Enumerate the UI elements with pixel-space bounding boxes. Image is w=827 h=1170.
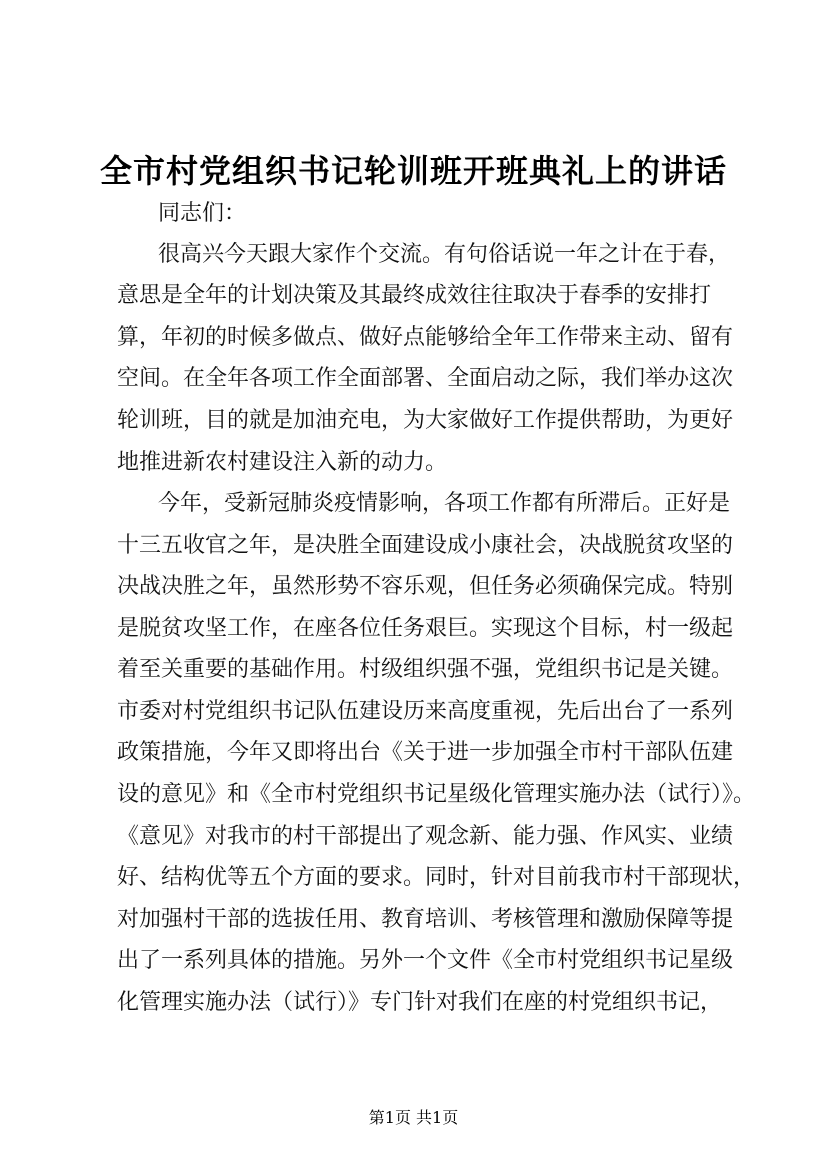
paragraph-line: 市委对村党组织书记队伍建设历来高度重视，先后出台了一系列	[117, 699, 734, 724]
paragraph-line: 很高兴今天跟大家作个交流。有句俗话说一年之计在于春，	[158, 242, 731, 267]
paragraph-line: 空间。在全年各项工作全面部署、全面启动之际，我们举办这次	[117, 366, 734, 391]
paragraph-line: 设的意见》和《全市村党组织书记星级化管理实施办法（试行）》。	[117, 782, 756, 807]
paragraph-line: 轮训班，目的就是加油充电，为大家做好工作提供帮助，为更好	[117, 408, 734, 433]
paragraph-line: 是脱贫攻坚工作，在座各位任务艰巨。实现这个目标，村一级起	[117, 616, 734, 641]
paragraph-line: 政策措施，今年又即将出台《关于进一步加强全市村干部队伍建	[117, 740, 734, 765]
salutation: 同志们：	[158, 201, 247, 226]
paragraph-line: 出了一系列具体的措施。另外一个文件《全市村党组织书记星级	[117, 948, 734, 973]
paragraph-line: 着至关重要的基础作用。村级组织强不强，党组织书记是关键。	[117, 657, 734, 682]
paragraph-line: 地推进新农村建设注入新的动力。	[117, 450, 448, 475]
paragraph-line: 化管理实施办法（试行）》专门针对我们在座的村党组织书记，	[117, 990, 723, 1015]
paragraph-line: 意思是全年的计划决策及其最终成效往往取决于春季的安排打	[117, 283, 712, 308]
paragraph-line: 对加强村干部的选拔任用、教育培训、考核管理和激励保障等提	[117, 907, 734, 932]
page-footer: 第1页 共1页	[368, 1108, 459, 1127]
paragraph-line: 十三五收官之年，是决胜全面建设成小康社会，决战脱贫攻坚的	[117, 533, 734, 558]
paragraph-line: 决战决胜之年，虽然形势不容乐观，但任务必须确保完成。特别	[117, 574, 734, 599]
paragraph-line: 《意见》对我市的村干部提出了观念新、能力强、作风实、业绩	[117, 824, 734, 849]
paragraph-line: 算，年初的时候多做点、做好点能够给全年工作带来主动、留有	[117, 325, 734, 350]
document-title: 全市村党组织书记轮训班开班典礼上的讲话	[99, 152, 727, 190]
paragraph-line: 今年，受新冠肺炎疫情影响，各项工作都有所滞后。正好是	[158, 491, 731, 516]
paragraph-line: 好、结构优等五个方面的要求。同时，针对目前我市村干部现状，	[117, 865, 756, 890]
